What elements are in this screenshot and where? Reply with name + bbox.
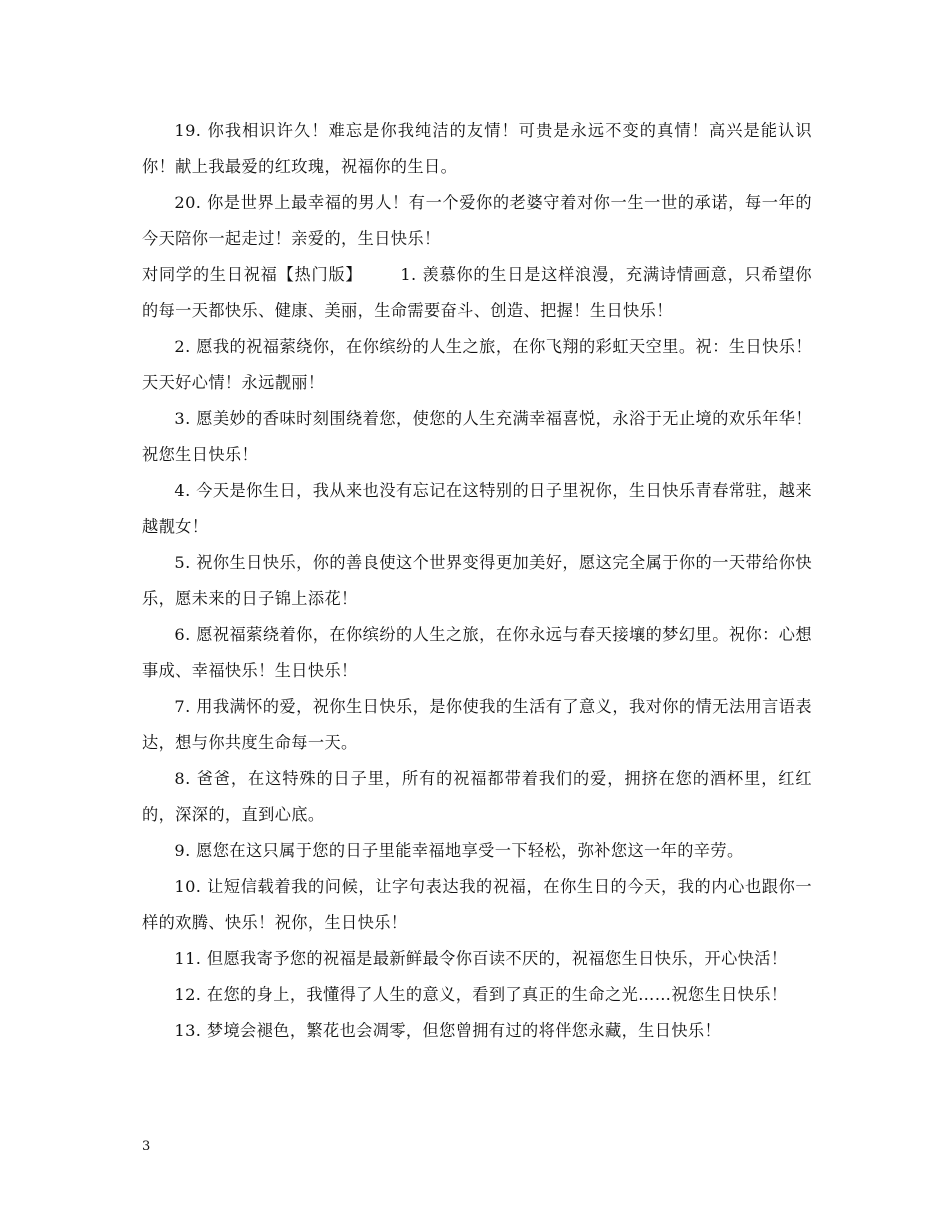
paragraph-9: 9. 愿您在这只属于您的日子里能幸福地享受一下轻松，弥补您这一年的辛劳。 xyxy=(174,841,744,860)
paragraph-13: 13. 梦境会褪色，繁花也会凋零，但您曾拥有过的将伴您永藏，生日快乐！ xyxy=(174,1021,722,1040)
paragraph-5: 5. 祝你生日快乐，你的善良使这个世界变得更加美好，愿这完全属于你的一天带给你快乐，愿未来的日子锦上添花！ xyxy=(142,553,812,608)
document-body xyxy=(142,113,812,1049)
page-number: 3 xyxy=(142,1139,151,1154)
paragraph-12: 12. 在您的身上，我懂得了人生的意义，看到了真正的生命之光……祝您生日快乐！ xyxy=(174,985,788,1004)
paragraph-3: 3. 愿美妙的香味时刻围绕着您，使您的人生充满幸福喜悦，永浴于无止境的欢乐年华！祝您生日快乐！ xyxy=(142,409,812,464)
paragraph-7: 7. 用我满怀的爱，祝你生日快乐，是你使我的生活有了意义，我对你的情无法用言语表达，想与你共度生命每一天。 xyxy=(142,697,812,752)
section-paragraph xyxy=(142,257,812,329)
paragraph-19: 19. 你我相识许久！难忘是你我纯洁的友情！可贵是永远不变的真情！高兴是能认识你！献上我最爱的红玫瑰，祝福你的生日。 xyxy=(142,121,812,176)
paragraph-6: 6. 愿祝福萦绕着你，在你缤纷的人生之旅，在你永远与春天接壤的梦幻里。祝你：心想事成、幸福快乐！生日快乐！ xyxy=(142,625,812,680)
paragraph-8: 8. 爸爸，在这特殊的日子里，所有的祝福都带着我们的爱，拥挤在您的酒杯里，红红的，深深的，直到心底。 xyxy=(142,769,812,824)
paragraph-2: 2. 愿我的祝福萦绕你，在你缤纷的人生之旅，在你飞翔的彩虹天空里。祝：生日快乐！天天好心情！永远靓丽！ xyxy=(142,337,812,392)
paragraph-4: 4. 今天是你生日，我从来也没有忘记在这特别的日子里祝你，生日快乐青春常驻，越来越靓女！ xyxy=(142,481,812,536)
section-heading: 对同学的生日祝福【热门版】 xyxy=(142,265,363,284)
paragraph-10: 10. 让短信载着我的问候，让字句表达我的祝福，在你生日的今天，我的内心也跟你一样的欢腾、快乐！祝你，生日快乐！ xyxy=(142,877,812,932)
paragraph-20: 20. 你是世界上最幸福的男人！有一个爱你的老婆守着对你一生一世的承诺，每一年的今天陪你一起走过！亲爱的，生日快乐！ xyxy=(142,193,812,248)
paragraph-1: 1. 羡慕你的生日是这样浪漫，充满诗情画意，只希望你的每一天都快乐、健康、美丽，生命需要奋斗、创造、把握！生日快乐！ xyxy=(142,265,812,320)
paragraph-11: 11. 但愿我寄予您的祝福是最新鲜最令你百读不厌的，祝福您生日快乐，开心快活！ xyxy=(174,949,788,968)
